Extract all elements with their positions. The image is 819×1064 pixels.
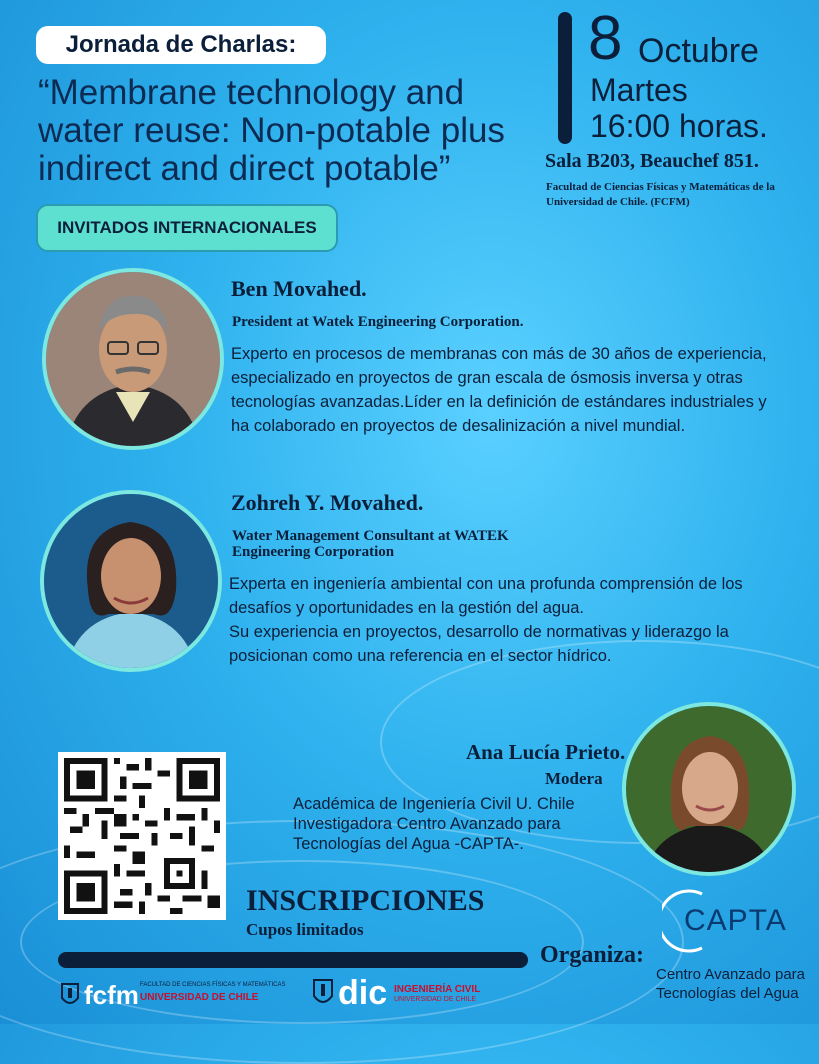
qr-code-icon (64, 758, 220, 914)
speaker-role: President at Watek Engineering Corporation. (232, 314, 524, 330)
moderator-description: Académica de Ingeniería Civil U. Chile (293, 795, 575, 813)
speaker-photo (40, 490, 222, 672)
capta-logo (662, 886, 802, 956)
dic-university: UNIVERSIDAD DE CHILE (394, 996, 477, 1003)
event-venue: Sala B203, Beauchef 851. (545, 150, 759, 172)
university-crest-icon (60, 980, 80, 1010)
dic-department: INGENIERÍA CIVIL (394, 984, 481, 995)
moderator-description: Tecnologías del Agua -CAPTA-. (293, 835, 524, 853)
event-type-badge: Jornada de Charlas: (36, 26, 326, 64)
speaker-photo (42, 268, 224, 450)
speaker-name: Zohreh Y. Movahed. (231, 490, 424, 515)
event-month: Octubre (638, 32, 759, 70)
event-time: 16:00 horas. (590, 108, 768, 144)
speaker-bio: Su experiencia en proyectos, desarrollo de normativas y liderazgo la posicionan como una referencia en el sector hídrico. (229, 623, 729, 665)
speaker-bio: Experto en procesos de membranas con más de 30 años de experiencia, especializado en proyectos de gran escala de ósmosis inversa y otras tecnologías avanzadas.Líder en la definición de estándares industriales y ha colaborado en proyectos de desalinización a nivel mundial. (231, 345, 767, 435)
fcfm-wordmark: fcfm (84, 980, 139, 1010)
moderator-description: Investigadora Centro Avanzado para (293, 815, 561, 833)
capta-logo-text: CAPTA (684, 904, 787, 937)
talk-title: “Membrane technology and water reuse: Non-potable plus indirect and direct potable” (38, 73, 505, 188)
capta-name: Centro Avanzado para (656, 966, 805, 983)
dic-logo (312, 974, 512, 1018)
dic-wordmark: dic (338, 974, 388, 1012)
registration-title: INSCRIPCIONES (246, 884, 485, 917)
registration-qr-code[interactable] (58, 752, 226, 920)
event-day: 8 (588, 4, 623, 73)
speaker-portrait-icon (46, 272, 220, 446)
event-weekday: Martes (590, 72, 688, 108)
organizer-label: Organiza: (540, 942, 644, 968)
speaker-name: Ben Movahed. (231, 276, 367, 301)
speaker-role: Water Management Consultant at WATEK Engineering Corporation (232, 528, 509, 560)
moderator-portrait-icon (626, 706, 792, 872)
moderator-photo (622, 702, 796, 876)
capta-name: Tecnologías del Agua (656, 985, 799, 1002)
section-label: INVITADOS INTERNACIONALES (36, 204, 338, 252)
footer-divider (58, 952, 528, 968)
date-accent-bar (558, 12, 572, 144)
event-faculty: Facultad de Ciencias Físicas y Matemáticas de la Universidad de Chile. (FCFM) (546, 181, 775, 208)
speaker-bio: Experta en ingeniería ambiental con una profunda comprensión de los desafíos y oportunidades en la gestión del agua. (229, 575, 743, 617)
university-crest-icon (312, 976, 334, 1010)
fcfm-faculty: FACULTAD DE CIENCIAS FÍSICAS Y MATEMÁTICAS (140, 982, 286, 988)
fcfm-university: UNIVERSIDAD DE CHILE (140, 992, 259, 1003)
fcfm-logo (60, 978, 310, 1018)
moderator-name: Ana Lucía Prieto. (466, 740, 626, 764)
speaker-portrait-icon (44, 494, 218, 668)
moderator-role: Modera (545, 769, 603, 788)
registration-subtitle: Cupos limitados (246, 920, 364, 939)
